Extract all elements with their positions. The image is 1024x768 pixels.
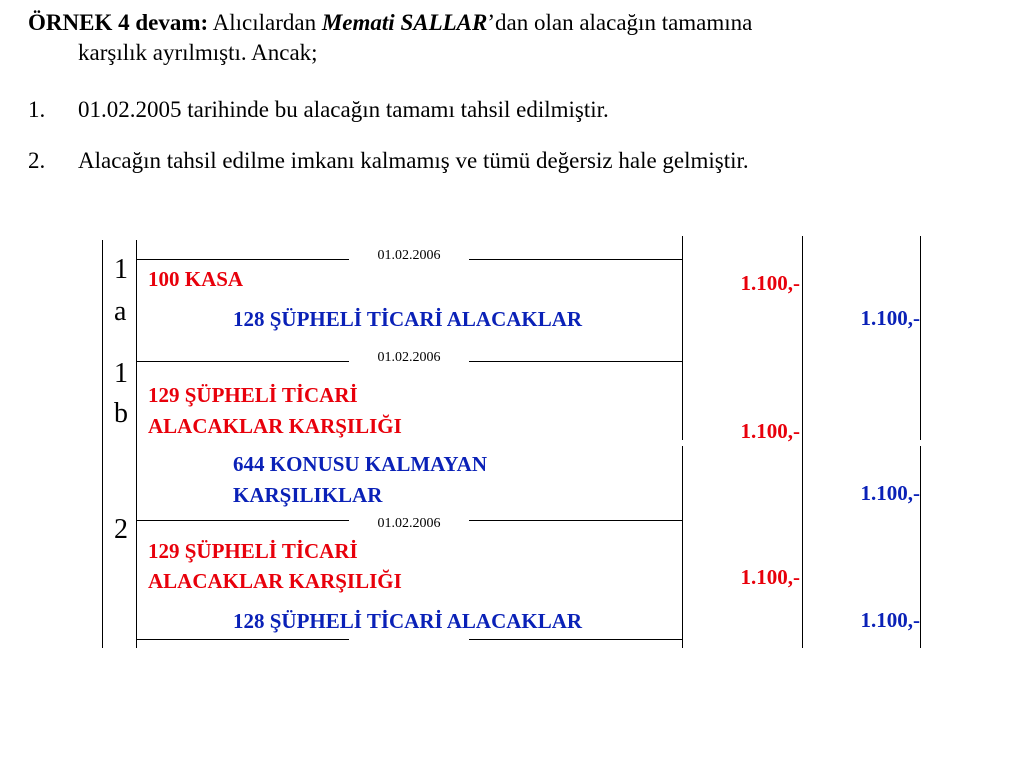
credit-column-line-lower bbox=[920, 446, 921, 648]
entry-date: 01.02.2006 bbox=[377, 516, 441, 531]
left-border-line bbox=[102, 240, 103, 648]
list-item-2 bbox=[28, 146, 749, 176]
debit-account-line-1: 129 ŞÜPHELİ TİCARİ bbox=[148, 539, 358, 563]
debit-account-line-2: ALACAKLAR KARŞILIĞI bbox=[148, 569, 402, 593]
entry-date: 01.02.2006 bbox=[377, 350, 441, 365]
account-column-line-lower bbox=[682, 446, 683, 648]
credit-account-line-2: KARŞILIKLAR bbox=[233, 483, 383, 507]
debit-amount: 1.100,- bbox=[740, 565, 800, 589]
credit-amount: 1.100,- bbox=[860, 481, 920, 505]
intro-paragraph bbox=[28, 8, 988, 68]
credit-account: 128 ŞÜPHELİ TİCARİ ALACAKLAR bbox=[233, 307, 583, 331]
entry-label: 1 bbox=[114, 358, 128, 389]
intro-heading: ÖRNEK 4 devam: bbox=[28, 10, 209, 35]
entry-separator bbox=[137, 520, 349, 521]
entry-separator bbox=[469, 259, 682, 260]
credit-amount: 1.100,- bbox=[860, 306, 920, 330]
credit-amount: 1.100,- bbox=[860, 608, 920, 632]
credit-account-line-1: 644 KONUSU KALMAYAN bbox=[233, 452, 487, 476]
intro-text-1: Alıcılardan bbox=[208, 10, 322, 35]
entry-label: 1 bbox=[114, 254, 128, 285]
debit-column-line bbox=[802, 236, 803, 648]
entry-label: b bbox=[114, 398, 128, 429]
label-column-line bbox=[136, 240, 137, 648]
intro-line-2: karşılık ayrılmıştı. Ancak; bbox=[78, 40, 318, 65]
list-item-number: 2. bbox=[28, 148, 46, 173]
intro-text-2: ’dan olan alacağın tamamına bbox=[487, 10, 753, 35]
debit-account-line-1: 129 ŞÜPHELİ TİCARİ bbox=[148, 383, 358, 407]
debit-account-line-2: ALACAKLAR KARŞILIĞI bbox=[148, 414, 402, 438]
entry-date: 01.02.2006 bbox=[377, 248, 441, 263]
credit-account: 128 ŞÜPHELİ TİCARİ ALACAKLAR bbox=[233, 609, 583, 633]
debit-amount: 1.100,- bbox=[740, 419, 800, 443]
entry-separator bbox=[469, 361, 682, 362]
credit-column-line-upper bbox=[920, 236, 921, 440]
entry-separator bbox=[137, 639, 349, 640]
debit-amount: 1.100,- bbox=[740, 271, 800, 295]
debit-account: 100 KASA bbox=[148, 267, 244, 291]
entry-label: a bbox=[114, 296, 127, 327]
list-item-text: 01.02.2005 tarihinde bu alacağın tamamı tahsil edilmiştir. bbox=[78, 97, 609, 122]
entry-label: 2 bbox=[114, 514, 128, 545]
intro-name: Memati SALLAR bbox=[321, 10, 488, 35]
account-column-line-upper bbox=[682, 236, 683, 440]
entry-separator bbox=[137, 259, 349, 260]
entry-separator bbox=[469, 639, 682, 640]
entry-separator bbox=[137, 361, 349, 362]
intro-line-1 bbox=[28, 8, 988, 38]
entry-separator bbox=[469, 520, 682, 521]
list-item-text: Alacağın tahsil edilme imkanı kalmamış ve tümü değersiz hale gelmiştir. bbox=[78, 148, 749, 173]
list-item-number: 1. bbox=[28, 97, 46, 122]
list-item-1 bbox=[28, 95, 609, 125]
